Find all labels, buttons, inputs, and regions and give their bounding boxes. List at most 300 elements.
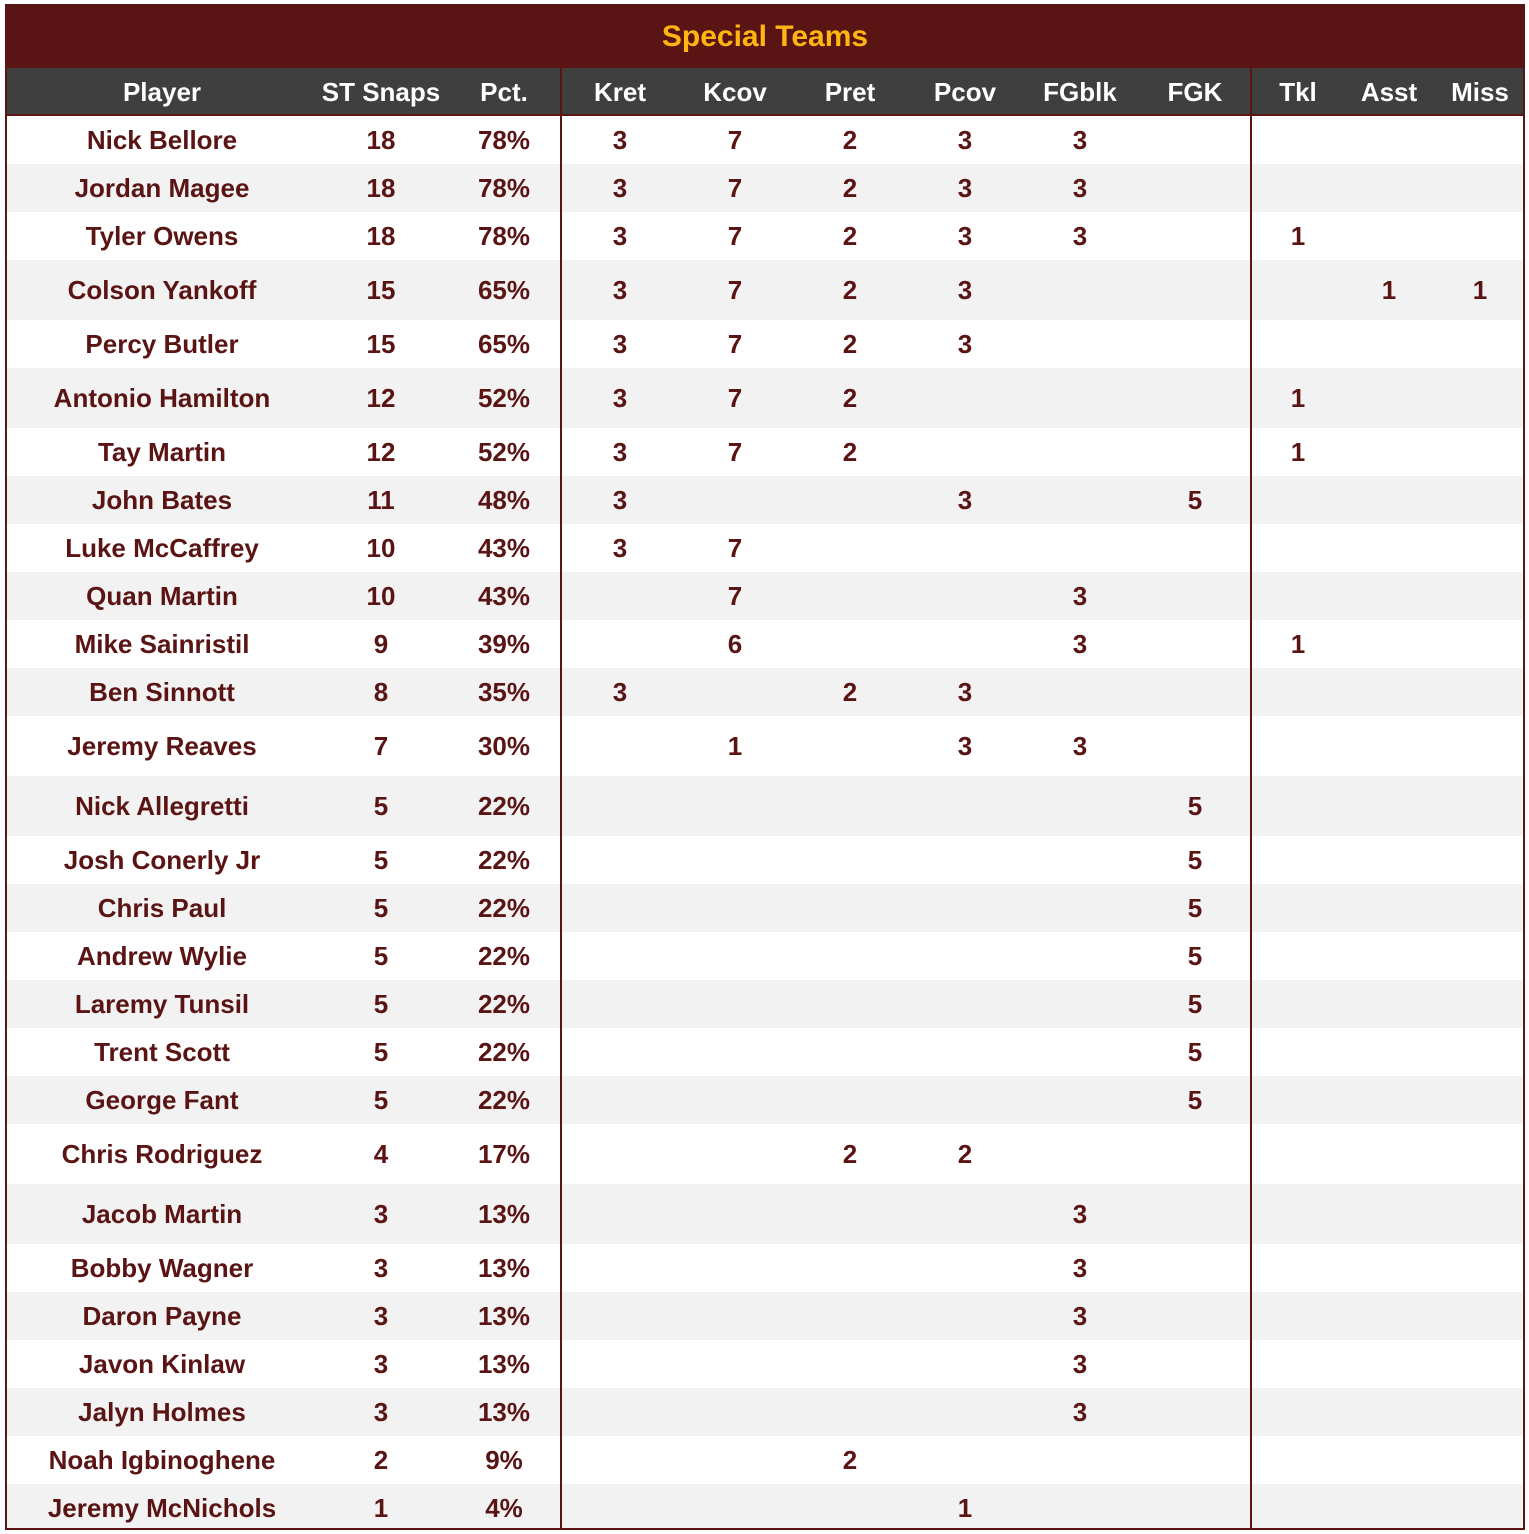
cell-fgk [1140,212,1250,260]
column-header-asst: Asst [1360,76,1418,107]
cell-fgblk [1025,368,1135,428]
cell-tkl [1253,716,1343,776]
cell-kcov [680,1184,790,1244]
cell-pct: 52% [477,436,531,467]
cell-tkl: 1 [1290,220,1306,251]
cell-pret [795,1484,905,1530]
cell-fgblk: 3 [1072,220,1088,251]
cell-st-snaps: 5 [373,790,389,821]
cell-kret [565,620,675,668]
cell-tkl: 1 [1290,436,1306,467]
table-row [7,716,1523,776]
cell-asst [1344,1124,1434,1184]
cell-st-snaps: 8 [373,676,389,707]
cell-miss [1435,980,1525,1028]
cell-asst [1344,476,1434,524]
table-row [7,776,1523,836]
cell-pct: 22% [477,844,531,875]
cell-pcov [910,368,1020,428]
cell-pcov [910,1028,1020,1076]
column-header-player: Player [122,76,202,107]
cell-asst: 1 [1381,274,1397,305]
cell-asst [1344,524,1434,572]
cell-pcov [910,1436,1020,1484]
cell-pret [795,1028,905,1076]
table-row [7,368,1523,428]
table-row [7,524,1523,572]
cell-st-snaps: 9 [373,628,389,659]
cell-kcov [680,884,790,932]
cell-tkl [1253,1340,1343,1388]
cell-pret: 2 [842,436,858,467]
cell-fgk [1140,1124,1250,1184]
cell-fgblk [1025,1484,1135,1530]
cell-kcov [680,1388,790,1436]
cell-fgk [1140,1388,1250,1436]
cell-miss [1435,1340,1525,1388]
player-name: George Fant [85,1084,239,1115]
special-teams-table [5,4,1525,1530]
player-name: Jordan Magee [74,172,250,203]
cell-tkl [1253,1292,1343,1340]
cell-kcov [680,776,790,836]
header-row [7,68,1523,116]
cell-pcov [910,524,1020,572]
cell-fgblk [1025,476,1135,524]
table-row [7,476,1523,524]
cell-kret: 3 [612,328,628,359]
cell-fgblk: 3 [1072,580,1088,611]
cell-miss [1435,716,1525,776]
cell-pcov [910,1184,1020,1244]
cell-kret: 3 [612,274,628,305]
cell-pct: 17% [477,1138,531,1169]
cell-fgblk: 3 [1072,628,1088,659]
table-row [7,980,1523,1028]
cell-st-snaps: 1 [373,1492,389,1523]
cell-kret [565,1028,675,1076]
cell-kcov [680,1484,790,1530]
player-name: Chris Paul [97,892,227,923]
cell-fgblk [1025,428,1135,476]
table-row [7,428,1523,476]
cell-kcov: 7 [727,172,743,203]
table-row [7,1388,1523,1436]
cell-asst [1344,116,1434,164]
cell-kcov: 7 [727,382,743,413]
cell-pret [795,932,905,980]
cell-kret [565,980,675,1028]
cell-pct: 30% [477,730,531,761]
cell-st-snaps: 2 [373,1444,389,1475]
player-name: Jeremy Reaves [67,730,257,761]
cell-fgblk [1025,1076,1135,1124]
player-name: Percy Butler [85,328,239,359]
player-name: Laremy Tunsil [74,988,250,1019]
table-row [7,668,1523,716]
cell-pct: 13% [477,1300,531,1331]
cell-pcov [910,1388,1020,1436]
cell-kret: 3 [612,532,628,563]
cell-kret: 3 [612,382,628,413]
cell-kret: 3 [612,484,628,515]
cell-miss [1435,1292,1525,1340]
cell-fgk [1140,368,1250,428]
cell-st-snaps: 18 [366,124,396,155]
player-name: Quan Martin [86,580,238,611]
column-divider-tackles [1250,68,1252,1528]
cell-miss [1435,116,1525,164]
cell-pcov [910,1292,1020,1340]
cell-fgk [1140,1184,1250,1244]
cell-fgk: 5 [1187,1084,1203,1115]
table-row [7,572,1523,620]
cell-pct: 13% [477,1396,531,1427]
cell-fgblk: 3 [1072,1198,1088,1229]
cell-st-snaps: 10 [366,532,396,563]
cell-kcov [680,668,790,716]
cell-st-snaps: 5 [373,988,389,1019]
cell-pct: 52% [477,382,531,413]
cell-kcov: 7 [727,274,743,305]
cell-tkl [1253,884,1343,932]
cell-miss [1435,212,1525,260]
cell-kcov [680,476,790,524]
cell-kret [565,1340,675,1388]
cell-kcov [680,1340,790,1388]
cell-st-snaps: 4 [373,1138,389,1169]
cell-pct: 43% [477,580,531,611]
cell-pret [795,524,905,572]
cell-pct: 9% [485,1444,523,1475]
cell-fgk [1140,428,1250,476]
cell-kret [565,1124,675,1184]
cell-pct: 22% [477,892,531,923]
cell-kret [565,572,675,620]
cell-fgk [1140,668,1250,716]
cell-miss [1435,1184,1525,1244]
cell-asst [1344,980,1434,1028]
cell-asst [1344,428,1434,476]
cell-pct: 65% [477,328,531,359]
table-row [7,1076,1523,1124]
cell-tkl [1253,1484,1343,1530]
cell-pcov: 3 [957,328,973,359]
player-name: Jeremy McNichols [47,1492,277,1523]
table-row [7,1436,1523,1484]
cell-pcov: 3 [957,676,973,707]
cell-pcov: 1 [957,1492,973,1523]
cell-fgblk [1025,524,1135,572]
cell-fgblk [1025,932,1135,980]
cell-kcov: 7 [727,436,743,467]
cell-pret [795,836,905,884]
cell-kcov [680,1124,790,1184]
cell-pcov: 3 [957,730,973,761]
cell-tkl [1253,836,1343,884]
cell-asst [1344,1388,1434,1436]
cell-kret [565,932,675,980]
cell-miss [1435,476,1525,524]
cell-st-snaps: 11 [367,484,395,515]
cell-fgk: 5 [1187,940,1203,971]
cell-pct: 65% [477,274,531,305]
cell-pct: 48% [477,484,531,515]
cell-fgk: 5 [1187,988,1203,1019]
cell-kcov [680,836,790,884]
cell-kcov: 7 [727,220,743,251]
cell-asst [1344,164,1434,212]
cell-kret: 3 [612,220,628,251]
cell-pret [795,620,905,668]
cell-pcov [910,980,1020,1028]
cell-kcov: 7 [727,124,743,155]
cell-asst [1344,668,1434,716]
player-name: Andrew Wylie [76,940,247,971]
cell-fgk [1140,1292,1250,1340]
cell-fgk [1140,1244,1250,1292]
cell-pcov [910,776,1020,836]
cell-st-snaps: 15 [366,274,396,305]
table-row [7,164,1523,212]
table-row [7,320,1523,368]
cell-pct: 4% [485,1492,523,1523]
cell-fgblk [1025,1028,1135,1076]
cell-tkl [1253,776,1343,836]
cell-asst [1344,1076,1434,1124]
cell-tkl [1253,164,1343,212]
cell-asst [1344,212,1434,260]
cell-kcov [680,1028,790,1076]
cell-pct: 22% [477,988,531,1019]
cell-pcov [910,884,1020,932]
cell-pcov [910,620,1020,668]
cell-kret [565,884,675,932]
cell-kcov: 7 [727,532,743,563]
cell-pret: 2 [842,1444,858,1475]
cell-fgk [1140,320,1250,368]
cell-st-snaps: 15 [366,328,396,359]
column-header-kret: Kret [593,76,646,107]
cell-pret [795,716,905,776]
cell-kcov: 7 [727,328,743,359]
player-name: Daron Payne [82,1300,242,1331]
cell-miss [1435,668,1525,716]
cell-fgk: 5 [1187,1036,1203,1067]
table-row [7,1244,1523,1292]
column-header-fgk: FGK [1167,76,1223,107]
cell-kret [565,776,675,836]
cell-pct: 39% [477,628,531,659]
table-row [7,1028,1523,1076]
cell-fgblk [1025,884,1135,932]
cell-st-snaps: 5 [373,1084,389,1115]
cell-pret: 2 [842,1138,858,1169]
cell-st-snaps: 3 [373,1198,389,1229]
cell-st-snaps: 7 [373,730,389,761]
cell-pret: 2 [842,328,858,359]
cell-miss [1435,932,1525,980]
cell-fgk [1140,1484,1250,1530]
cell-st-snaps: 3 [373,1396,389,1427]
cell-pret [795,980,905,1028]
cell-pct: 13% [477,1252,531,1283]
player-name: Ben Sinnott [89,676,235,707]
table-row [7,1124,1523,1184]
cell-fgblk [1025,1436,1135,1484]
cell-pcov: 3 [957,220,973,251]
cell-miss [1435,1124,1525,1184]
column-header-tkl: Tkl [1279,76,1317,107]
player-name: Jalyn Holmes [78,1396,246,1427]
cell-fgblk [1025,260,1135,320]
cell-pret [795,1340,905,1388]
cell-asst [1344,932,1434,980]
cell-fgblk: 3 [1072,1252,1088,1283]
cell-asst [1344,836,1434,884]
cell-miss [1435,428,1525,476]
cell-fgblk [1025,668,1135,716]
cell-miss [1435,776,1525,836]
cell-pret [795,776,905,836]
cell-pcov: 2 [957,1138,973,1169]
cell-asst [1344,1436,1434,1484]
cell-miss: 1 [1472,274,1488,305]
table-row [7,1340,1523,1388]
cell-kret [565,1244,675,1292]
cell-pret: 2 [842,382,858,413]
table-row [7,260,1523,320]
cell-kret [565,836,675,884]
cell-fgblk: 3 [1072,1396,1088,1427]
cell-asst [1344,1244,1434,1292]
table-row [7,932,1523,980]
cell-pret [795,1184,905,1244]
player-name: John Bates [91,484,233,515]
cell-kcov [680,932,790,980]
cell-tkl [1253,1244,1343,1292]
cell-pret [795,1292,905,1340]
cell-st-snaps: 10 [366,580,396,611]
player-name: Trent Scott [94,1036,230,1067]
cell-asst [1344,1340,1434,1388]
title-text: Special Teams [661,20,869,53]
cell-pret [795,476,905,524]
cell-tkl [1253,260,1343,320]
cell-pcov: 3 [957,484,973,515]
cell-miss [1435,884,1525,932]
cell-fgk [1140,260,1250,320]
cell-st-snaps: 5 [373,940,389,971]
cell-tkl [1253,524,1343,572]
cell-pcov [910,1244,1020,1292]
cell-pcov [910,932,1020,980]
cell-kret: 3 [612,436,628,467]
player-name: Nick Allegretti [75,790,249,821]
cell-miss [1435,1388,1525,1436]
cell-asst [1344,884,1434,932]
cell-fgk: 5 [1187,484,1203,515]
cell-kret [565,1076,675,1124]
cell-tkl [1253,668,1343,716]
cell-kret [565,1292,675,1340]
column-divider-stats [560,68,562,1528]
player-name: Mike Sainristil [74,628,250,659]
cell-st-snaps: 12 [366,382,396,413]
cell-kret: 3 [612,676,628,707]
cell-fgk [1140,1340,1250,1388]
cell-pret: 2 [842,676,858,707]
column-header-kcov: Kcov [703,76,767,107]
cell-kret [565,1184,675,1244]
cell-asst [1344,1184,1434,1244]
cell-pct: 35% [477,676,531,707]
cell-asst [1344,620,1434,668]
cell-pct: 22% [477,940,531,971]
cell-tkl [1253,572,1343,620]
player-name: Javon Kinlaw [78,1348,246,1379]
cell-pret [795,572,905,620]
cell-tkl [1253,1076,1343,1124]
cell-pcov [910,1340,1020,1388]
column-header-pct: Pct. [480,76,528,107]
player-name: Josh Conerly Jr [63,844,261,875]
cell-st-snaps: 5 [373,892,389,923]
cell-pcov: 3 [957,172,973,203]
cell-asst [1344,776,1434,836]
cell-miss [1435,164,1525,212]
cell-tkl [1253,1388,1343,1436]
player-name: Tay Martin [97,436,227,467]
cell-st-snaps: 3 [373,1300,389,1331]
cell-fgk: 5 [1187,790,1203,821]
cell-fgk [1140,116,1250,164]
cell-fgblk: 3 [1072,730,1088,761]
cell-fgblk [1025,836,1135,884]
cell-pret [795,1388,905,1436]
cell-st-snaps: 5 [373,844,389,875]
cell-kcov: 7 [727,580,743,611]
cell-fgblk [1025,980,1135,1028]
cell-miss [1435,368,1525,428]
cell-miss [1435,836,1525,884]
cell-kcov [680,980,790,1028]
player-name: Colson Yankoff [67,274,257,305]
cell-kcov [680,1076,790,1124]
cell-miss [1435,1076,1525,1124]
cell-fgk [1140,1436,1250,1484]
cell-tkl [1253,1436,1343,1484]
cell-pct: 13% [477,1348,531,1379]
cell-asst [1344,1484,1434,1530]
player-name: Nick Bellore [86,124,238,155]
cell-tkl [1253,980,1343,1028]
cell-st-snaps: 12 [366,436,396,467]
cell-kcov: 6 [727,628,743,659]
cell-tkl: 1 [1290,382,1306,413]
cell-pct: 78% [477,124,531,155]
cell-pcov [910,572,1020,620]
player-name: Bobby Wagner [70,1252,254,1283]
column-header-st-snaps: ST Snaps [321,76,441,107]
cell-pct: 78% [477,220,531,251]
cell-asst [1344,716,1434,776]
cell-fgk [1140,524,1250,572]
table-row [7,1484,1523,1530]
cell-miss [1435,1244,1525,1292]
cell-tkl [1253,320,1343,368]
cell-miss [1435,1028,1525,1076]
